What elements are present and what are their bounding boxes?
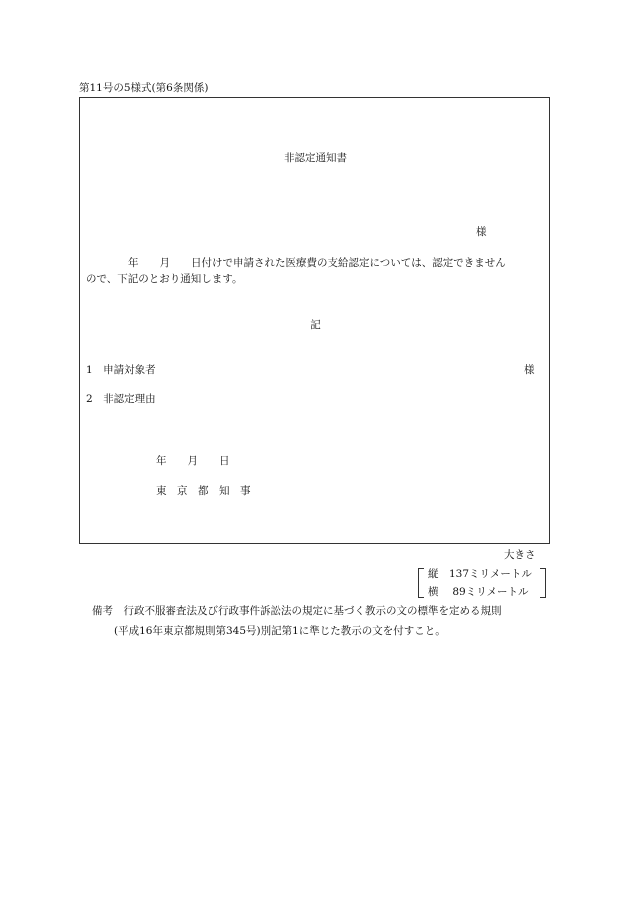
size-label: 大きさ	[504, 549, 536, 561]
remarks-line1: 備考 行政不服審査法及び行政事件訴訟法の規定に基づく教示の文の標準を定める規則	[92, 605, 502, 617]
issue-date: 年 月 日	[156, 455, 230, 467]
item-applicant: 1 申請対象者	[86, 364, 156, 376]
size-width: 横 89ミリメートル	[428, 586, 529, 598]
addressee-suffix: 様	[476, 226, 487, 238]
applicant-suffix: 様	[524, 364, 535, 376]
notice-body-line1: 年 月 日付けで申請された医療費の支給認定については、認定できません	[86, 257, 506, 269]
issuer-governor: 東 京 都 知 事	[156, 485, 251, 497]
notice-body-line2: ので、下記のとおり通知します。	[86, 273, 243, 285]
ki-heading: 記	[310, 319, 321, 331]
remarks-line2: (平成16年東京都規則第345号)別記第1に準じた教示の文を付すこと。	[114, 625, 446, 637]
bracket-right	[540, 568, 546, 598]
size-height: 縦 137ミリメートル	[428, 568, 532, 580]
notice-body	[86, 255, 548, 287]
bracket-left	[418, 568, 424, 598]
notice-form-frame	[79, 97, 550, 544]
item-reason: 2 非認定理由	[86, 393, 156, 405]
form-title: 非認定通知書	[284, 152, 347, 164]
form-number-header: 第11号の5様式(第6条関係)	[79, 82, 209, 94]
